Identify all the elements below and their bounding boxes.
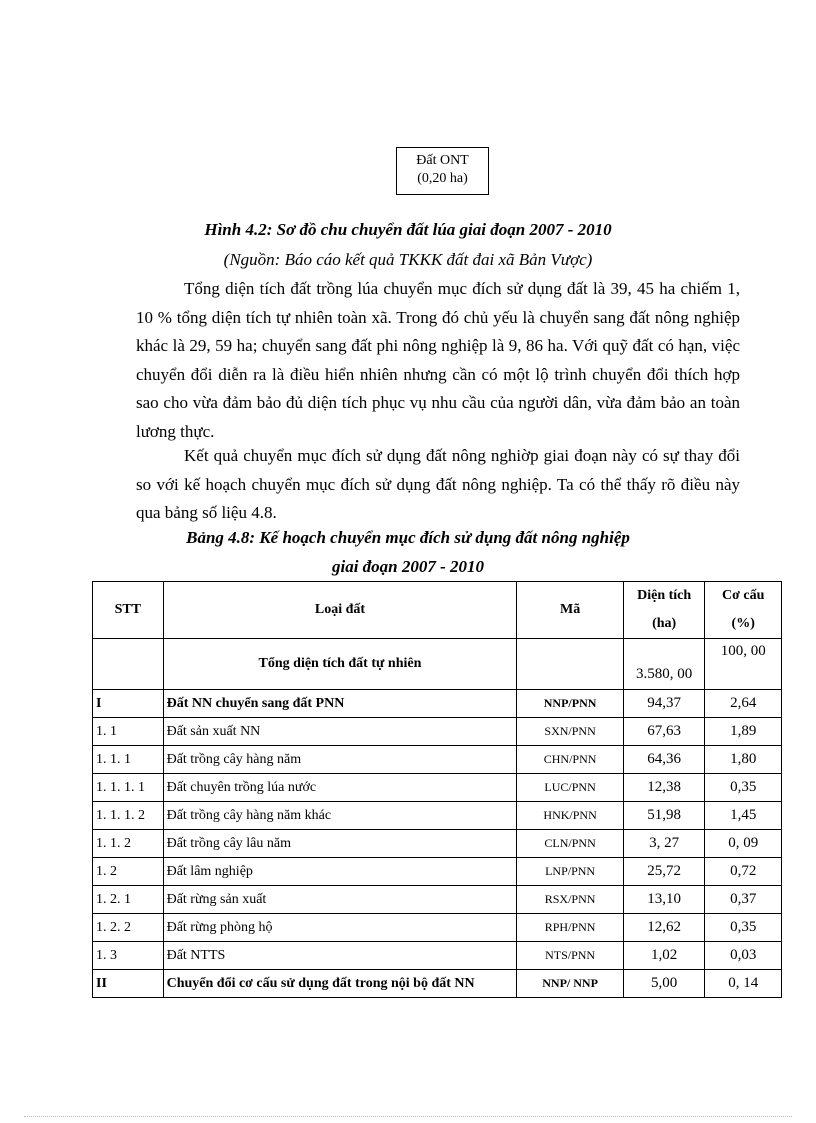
total-code bbox=[517, 639, 624, 690]
header-share-label: Cơ cấu bbox=[722, 588, 765, 603]
row-area: 13,10 bbox=[623, 886, 705, 914]
row-stt: 1. 3 bbox=[93, 942, 164, 970]
row-area: 25,72 bbox=[623, 858, 705, 886]
row-land-type: Đất lâm nghiệp bbox=[163, 858, 517, 886]
row-share: 2,64 bbox=[705, 690, 782, 718]
row-land-type: Đất trồng cây hàng năm bbox=[163, 746, 517, 774]
row-area: 3, 27 bbox=[623, 830, 705, 858]
row-code: LNP/PNN bbox=[517, 858, 624, 886]
header-area bbox=[623, 582, 705, 639]
row-share: 0, 09 bbox=[705, 830, 782, 858]
table-header-row bbox=[93, 582, 782, 639]
row-stt: 1. 1. 1. 2 bbox=[93, 802, 164, 830]
row-land-type: Đất trồng cây lâu năm bbox=[163, 830, 517, 858]
diagram-node-label: Đất ONT bbox=[416, 153, 469, 168]
table-row bbox=[93, 914, 782, 942]
row-share: 0,35 bbox=[705, 914, 782, 942]
row-land-type: Đất chuyên trồng lúa nước bbox=[163, 774, 517, 802]
table-row bbox=[93, 830, 782, 858]
page-bottom-divider bbox=[24, 1116, 792, 1117]
row-land-type: Đất trồng cây hàng năm khác bbox=[163, 802, 517, 830]
row-share: 0,03 bbox=[705, 942, 782, 970]
row-stt: I bbox=[93, 690, 164, 718]
row-code: CHN/PNN bbox=[517, 746, 624, 774]
row-stt: II bbox=[93, 970, 164, 998]
row-area: 12,38 bbox=[623, 774, 705, 802]
table-row bbox=[93, 746, 782, 774]
row-code: NNP/ NNP bbox=[517, 970, 624, 998]
total-share: 100, 00 bbox=[705, 639, 782, 690]
row-stt: 1. 2. 1 bbox=[93, 886, 164, 914]
table-row bbox=[93, 802, 782, 830]
table-row bbox=[93, 690, 782, 718]
table-row bbox=[93, 858, 782, 886]
table-row bbox=[93, 942, 782, 970]
row-stt: 1. 1. 1 bbox=[93, 746, 164, 774]
land-conversion-table bbox=[92, 581, 782, 998]
row-stt: 1. 1. 1. 1 bbox=[93, 774, 164, 802]
table-row bbox=[93, 970, 782, 998]
row-land-type: Đất NTTS bbox=[163, 942, 517, 970]
header-area-unit: (ha) bbox=[652, 616, 677, 631]
row-stt: 1. 2. 2 bbox=[93, 914, 164, 942]
paragraph-2: Kết quả chuyển mục đích sử dụng đất nông nghiờp giai đoạn này có sự thay đổi so với kế hoạch chuyển mục đích sử dụng đất nông nghiệp. Ta có thể thấy rõ điều này qua bảng số liệu 4.8. bbox=[136, 446, 740, 522]
row-area: 94,37 bbox=[623, 690, 705, 718]
row-code: CLN/PNN bbox=[517, 830, 624, 858]
row-area: 1,02 bbox=[623, 942, 705, 970]
header-share bbox=[705, 582, 782, 639]
row-share: 0, 14 bbox=[705, 970, 782, 998]
total-stt bbox=[93, 639, 164, 690]
row-stt: 1. 1. 2 bbox=[93, 830, 164, 858]
row-land-type: Đất rừng sản xuất bbox=[163, 886, 517, 914]
row-code: RPH/PNN bbox=[517, 914, 624, 942]
row-code: SXN/PNN bbox=[517, 718, 624, 746]
header-area-label: Diện tích bbox=[637, 588, 692, 603]
row-area: 64,36 bbox=[623, 746, 705, 774]
table-row bbox=[93, 886, 782, 914]
row-share: 1,45 bbox=[705, 802, 782, 830]
row-share: 0,37 bbox=[705, 886, 782, 914]
row-share: 1,89 bbox=[705, 718, 782, 746]
table-row bbox=[93, 718, 782, 746]
row-area: 51,98 bbox=[623, 802, 705, 830]
total-name: Tổng diện tích đất tự nhiên bbox=[163, 639, 517, 690]
row-area: 5,00 bbox=[623, 970, 705, 998]
row-code: NNP/PNN bbox=[517, 690, 624, 718]
row-stt: 1. 1 bbox=[93, 718, 164, 746]
row-land-type: Đất sản xuất NN bbox=[163, 718, 517, 746]
header-land-type: Loại đất bbox=[163, 582, 517, 639]
row-code: RSX/PNN bbox=[517, 886, 624, 914]
row-land-type: Chuyển đổi cơ cấu sử dụng đất trong nội bộ đất NN bbox=[163, 970, 517, 998]
row-code: HNK/PNN bbox=[517, 802, 624, 830]
table-caption: Bảng 4.8: Kế hoạch chuyển mục đích sử dụng đất nông nghiệp bbox=[186, 528, 630, 547]
table-row-total bbox=[93, 639, 782, 690]
header-stt: STT bbox=[93, 582, 164, 639]
row-stt: 1. 2 bbox=[93, 858, 164, 886]
row-area: 12,62 bbox=[623, 914, 705, 942]
row-land-type: Đất rừng phòng hộ bbox=[163, 914, 517, 942]
row-share: 0,72 bbox=[705, 858, 782, 886]
row-share: 0,35 bbox=[705, 774, 782, 802]
figure-source: (Nguồn: Báo cáo kết quả TKKK đất đai xã Bản Vược) bbox=[223, 250, 593, 269]
paragraph-1: Tổng diện tích đất trồng lúa chuyển mục đích sử dụng đất là 39, 45 ha chiếm 1, 10 % tổng diện tích tự nhiên toàn xã. Trong đó chủ yếu là chuyển sang đất nông nghiệp khác là 29, 59 ha; chuyển sang đất phi nông nghiệp là 9, 86 ha. Với quỹ đất có hạn, việc chuyển đổi diễn ra là điều hiển nhiên nhưng cần có một lộ trình chuyển đổi thích hợp sao cho vừa đảm bảo đủ diện tích phục vụ nhu cầu của người dân, vừa đảm bảo an toàn lương thực. bbox=[136, 279, 740, 441]
header-share-unit: (%) bbox=[731, 616, 755, 631]
row-land-type: Đất NN chuyển sang đất PNN bbox=[163, 690, 517, 718]
total-area: 3.580, 00 bbox=[623, 639, 705, 690]
row-code: LUC/PNN bbox=[517, 774, 624, 802]
diagram-node-ont bbox=[396, 147, 489, 195]
table-caption-period: giai đoạn 2007 - 2010 bbox=[331, 557, 485, 576]
figure-caption: Hình 4.2: Sơ đồ chu chuyển đất lúa giai đoạn 2007 - 2010 bbox=[204, 220, 612, 239]
table-row bbox=[93, 774, 782, 802]
row-share: 1,80 bbox=[705, 746, 782, 774]
row-code: NTS/PNN bbox=[517, 942, 624, 970]
diagram-node-value: (0,20 ha) bbox=[417, 171, 468, 186]
row-area: 67,63 bbox=[623, 718, 705, 746]
header-code: Mã bbox=[517, 582, 624, 639]
